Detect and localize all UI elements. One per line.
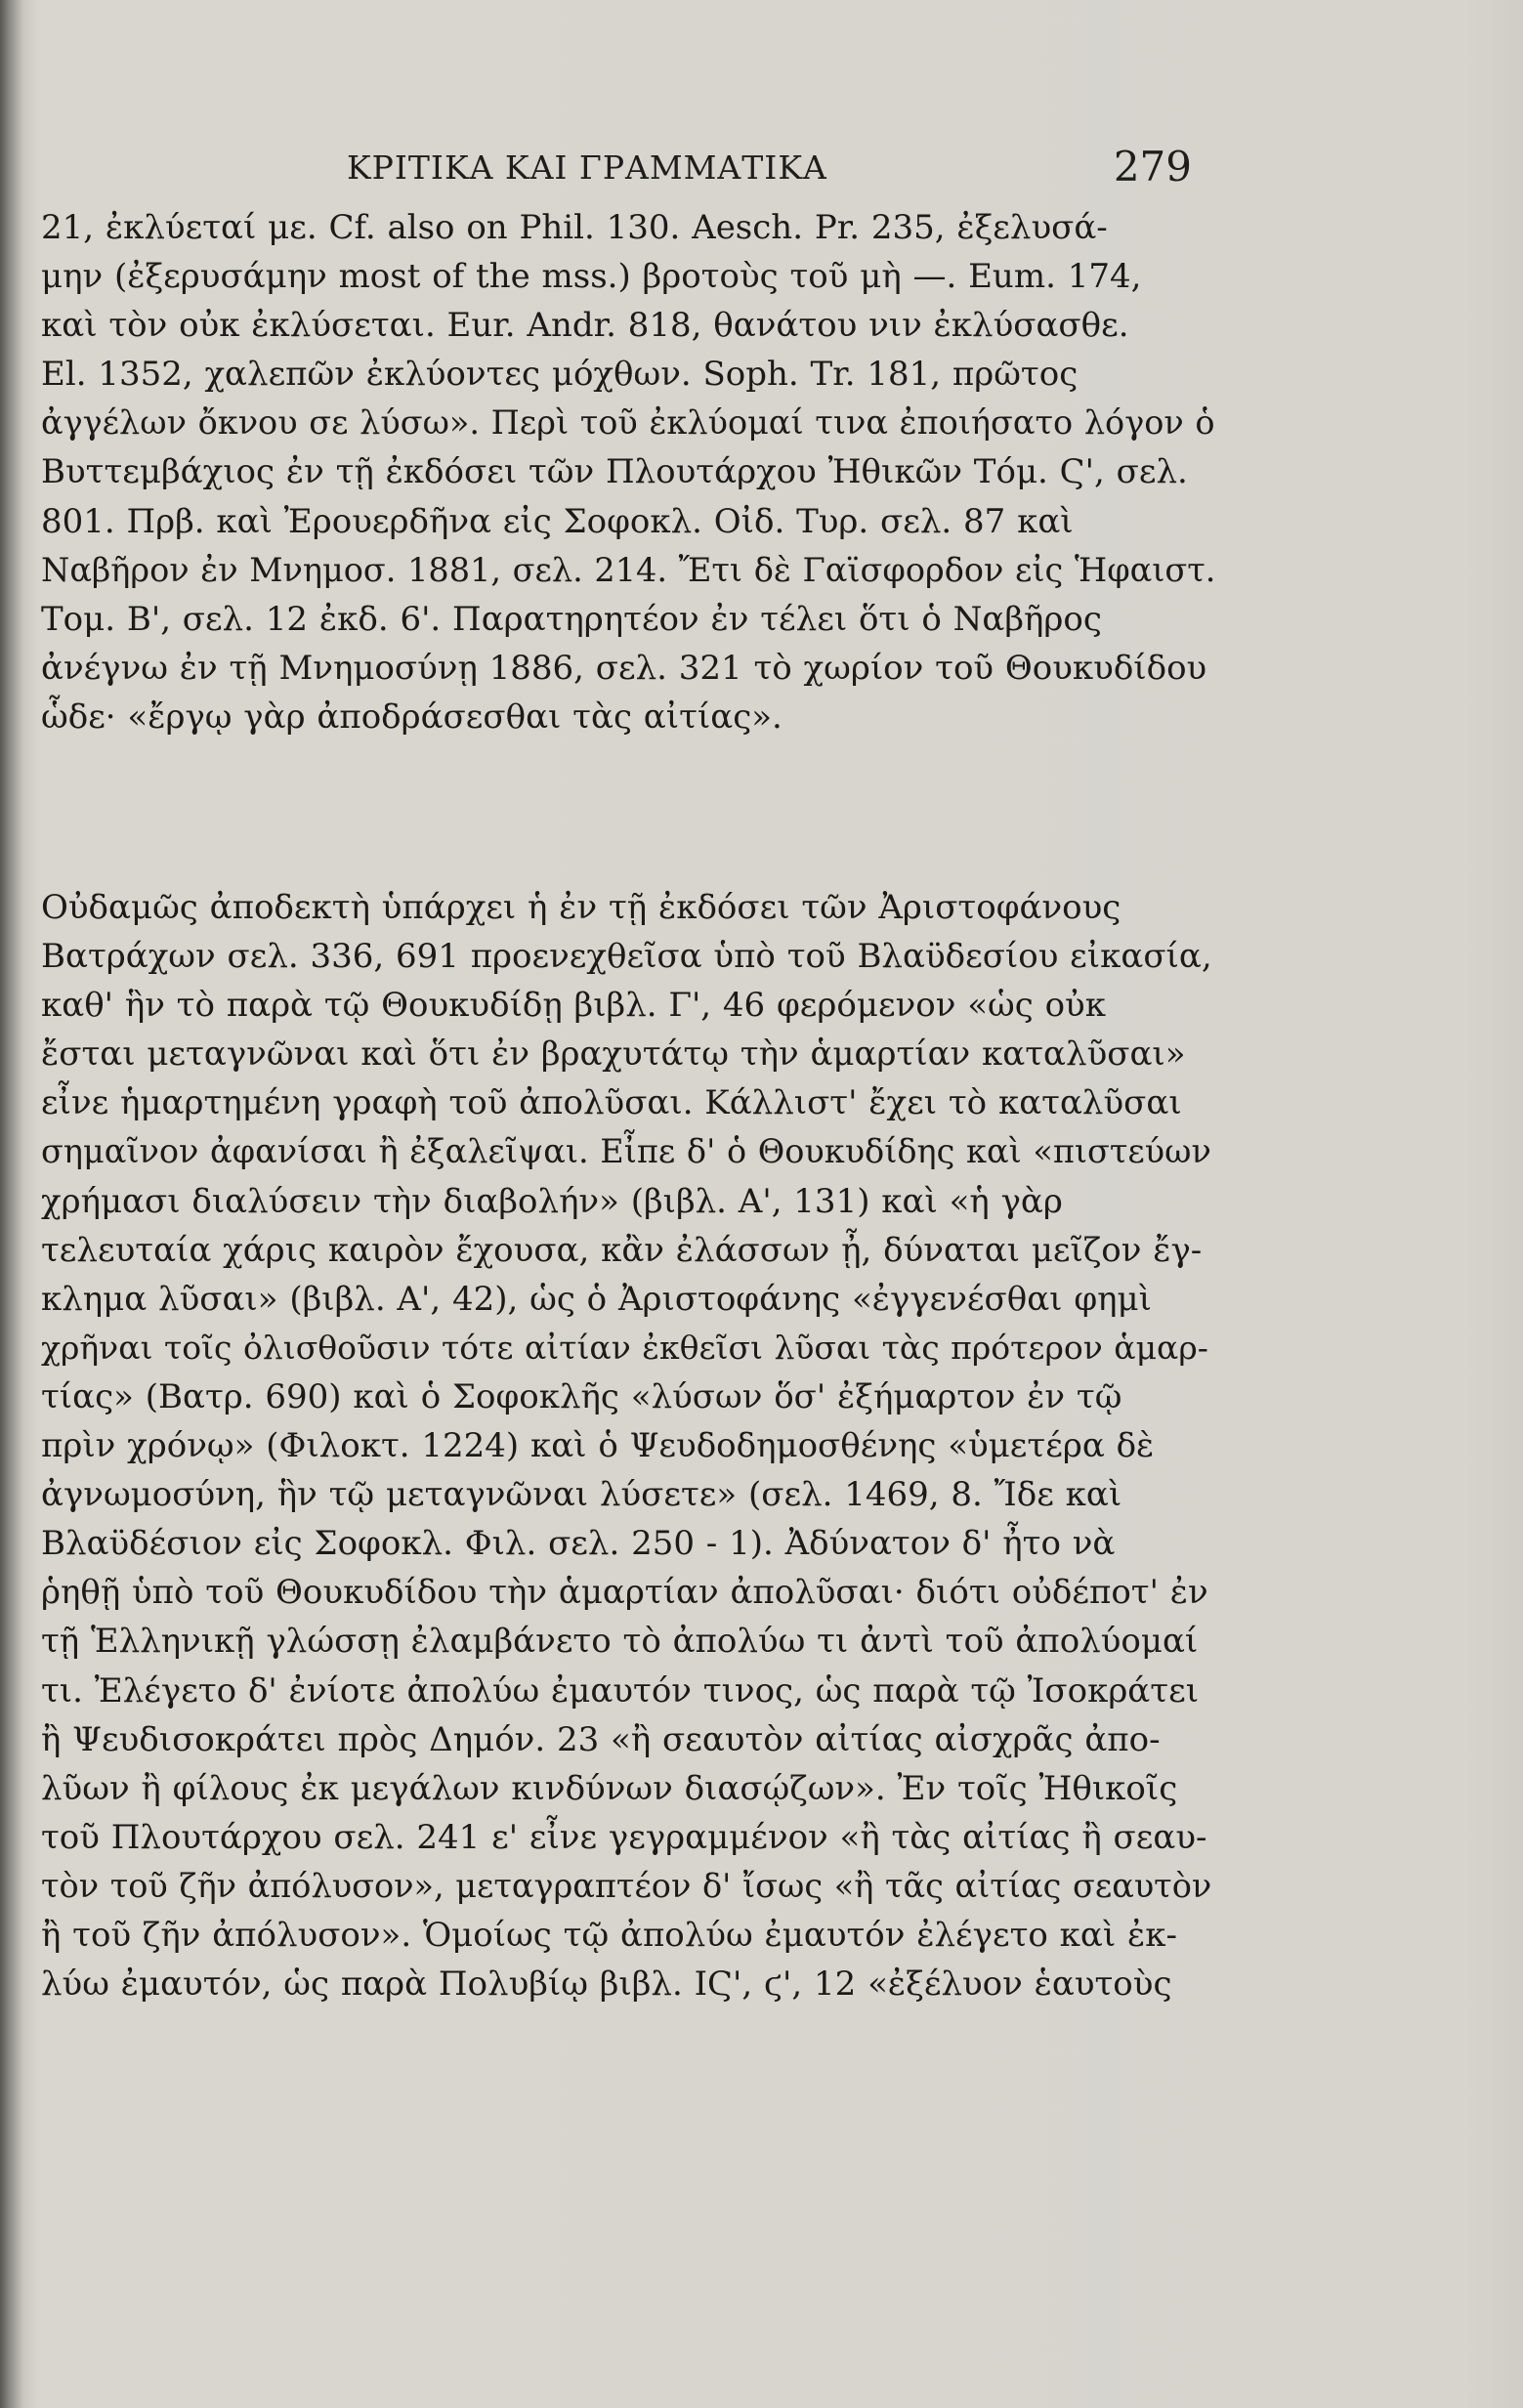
text-line: λῦων ἢ φίλους ἐκ μεγάλων κινδύνων διασῴζων». Ἐν τοῖς Ἠθικοῖς xyxy=(41,1768,1178,1808)
paragraph-2 xyxy=(41,883,1225,2008)
text-line: τίας» (Βατρ. 690) καὶ ὁ Σοφοκλῆς «λύσων ὅσ' ἐξήμαρτον ἐν τῷ xyxy=(41,1376,1122,1416)
text-line: τὸν τοῦ ζῆν ἀπόλυσον», μεταγραπτέον δ' ἴσως «ἢ τᾶς αἰτίας σεαυτὸν xyxy=(41,1866,1212,1905)
page-header xyxy=(68,137,1192,195)
text-line: 21, ἐκλύεταί με. Cf. also on Phil. 130. Aesch. Pr. 235, ἐξελυσά- xyxy=(41,208,1108,247)
text-line: χρήμασι διαλύσειν τὴν διαβολήν» (βιβλ. Α', 131) καὶ «ἡ γὰρ xyxy=(41,1181,1063,1221)
text-line: ἢ Ψευδισοκράτει πρὸς Δημόν. 23 «ἢ σεαυτὸν αἰτίας αἰσχρᾶς ἀπο- xyxy=(41,1719,1161,1759)
text-line: τελευταία χάρις καιρὸν ἔχουσα, κἂν ἐλάσσων ᾖ, δύναται μεῖζον ἔγ- xyxy=(41,1230,1203,1270)
text-line: Ναβῆρον ἐν Μνημοσ. 1881, σελ. 214. Ἔτι δὲ Γαϊσφορδον εἰς Ἡφαιστ. xyxy=(41,550,1216,589)
text-line: ἀγνωμοσύνη, ἣν τῷ μεταγνῶναι λύσετε» (σελ. 1469, 8. Ἴδε καὶ xyxy=(41,1475,1122,1515)
text-line: ἀνέγνω ἐν τῇ Μνημοσύνῃ 1886, σελ. 321 τὸ χωρίον τοῦ Θουκυδίδου xyxy=(41,648,1207,688)
text-line: ἔσται μεταγνῶναι καὶ ὅτι ἐν βραχυτάτῳ τὴν ἁμαρτίαν καταλῦσαι» xyxy=(41,1035,1186,1075)
text-line: τοῦ Πλουτάρχου σελ. 241 ε' εἶνε γεγραμμένον «ἢ τὰς αἰτίας ἢ σεαυ- xyxy=(41,1817,1207,1857)
text-line: Βλαϋδέσιον εἰς Σοφοκλ. Φιλ. σελ. 250 - 1). Ἀδύνατον δ' ἦτο νὰ xyxy=(41,1524,1116,1564)
text-line: Βατράχων σελ. 336, 691 προενεχθεῖσα ὑπὸ τοῦ Βλαϋδεσίου εἰκασία, xyxy=(41,937,1212,977)
text-line: εἶνε ἡμαρτημένη γραφὴ τοῦ ἀπολῦσαι. Κάλλιστ' ἔχει τὸ καταλῦσαι xyxy=(41,1083,1182,1123)
text-line: μην (ἐξερυσάμην most of the mss.) βροτοὺς τοῦ μὴ —. Eum. 174, xyxy=(41,257,1142,297)
text-line: ῥηθῇ ὑπὸ τοῦ Θουκυδίδου τὴν ἁμαρτίαν ἀπολῦσαι· διότι οὐδέποτ' ἐν xyxy=(41,1573,1208,1613)
text-line: πρὶν χρόνῳ» (Φιλοκτ. 1224) καὶ ὁ Ψευδοδημοσθένης «ὑμετέρα δὲ xyxy=(41,1426,1155,1466)
text-line: Οὐδαμῶς ἀποδεκτὴ ὑπάρχει ἡ ἐν τῇ ἐκδόσει τῶν Ἀριστοφάνους xyxy=(41,888,1121,927)
text-line: τῇ Ἑλληνικῇ γλώσσῃ ἐλαμβάνετο τὸ ἀπολύω τι ἀντὶ τοῦ ἀπολύομαί xyxy=(41,1622,1199,1662)
page-number: 279 xyxy=(1113,143,1192,190)
text-line: ἢ τοῦ ζῆν ἀπόλυσον». Ὁμοίως τῷ ἀπολύω ἐμαυτόν ἐλέγετο καὶ ἐκ- xyxy=(41,1915,1178,1955)
running-head: ΚΡΙΤΙΚΑ ΚΑΙ ΓΡΑΜΜΑΤΙΚΑ xyxy=(347,148,827,187)
text-line: ἀγγέλων ὄκνου σε λύσω». Περὶ τοῦ ἐκλύομαί τινα ἐποιήσατο λόγον ὁ xyxy=(41,403,1215,443)
text-line: χρῆναι τοῖς ὀλισθοῦσιν τότε αἰτίαν ἐκθεῖσι λῦσαι τὰς πρότερον ἁμαρ- xyxy=(41,1328,1208,1367)
text-line: Τομ. Β', σελ. 12 ἐκδ. 6'. Παρατηρητέον ἐν τέλει ὅτι ὁ Ναβῆρος xyxy=(41,599,1102,639)
text-line: ὧδε· «ἔργῳ γὰρ ἀποδράσεσθαι τὰς αἰτίας». xyxy=(41,697,783,737)
text-line: Βυττεμβάχιος ἐν τῇ ἐκδόσει τῶν Πλουτάρχου Ἠθικῶν Τόμ. Ϛ', σελ. xyxy=(41,452,1188,492)
text-line: λύω ἐμαυτόν, ὡς παρὰ Πολυβίῳ βιβλ. ΙϚ', ϛ', 12 «ἐξέλυον ἑαυτοὺς xyxy=(41,1964,1172,2005)
text-line: El. 1352, χαλεπῶν ἐκλύοντες μόχθων. Soph. Tr. 181, πρῶτος xyxy=(41,355,1079,395)
text-line: τι. Ἐλέγετο δ' ἐνίοτε ἀπολύω ἐμαυτόν τινος, ὡς παρὰ τῷ Ἰσοκράτει xyxy=(41,1670,1200,1711)
text-line: κλημα λῦσαι» (βιβλ. Α', 42), ὡς ὁ Ἀριστοφάνης «ἐγγενέσθαι φημὶ xyxy=(41,1279,1152,1319)
text-line: 801. Πρβ. καὶ Ἐρουερδῆνα εἰς Σοφοκλ. Οἰδ. Τυρ. σελ. 87 καὶ xyxy=(41,501,1074,541)
text-line: καὶ τὸν οὐκ ἐκλύσεται. Eur. Andr. 818, θανάτου νιν ἐκλύσασθε. xyxy=(41,306,1129,346)
paragraph-1 xyxy=(41,203,1225,741)
text-line: καθ' ἣν τὸ παρὰ τῷ Θουκυδίδῃ βιβλ. Γ', 46 φερόμενον «ὡς οὐκ xyxy=(41,986,1106,1026)
text-line: σημαῖνον ἀφανίσαι ἢ ἐξαλεῖψαι. Εἶπε δ' ὁ Θουκυδίδης καὶ «πιστεύων xyxy=(41,1132,1211,1171)
